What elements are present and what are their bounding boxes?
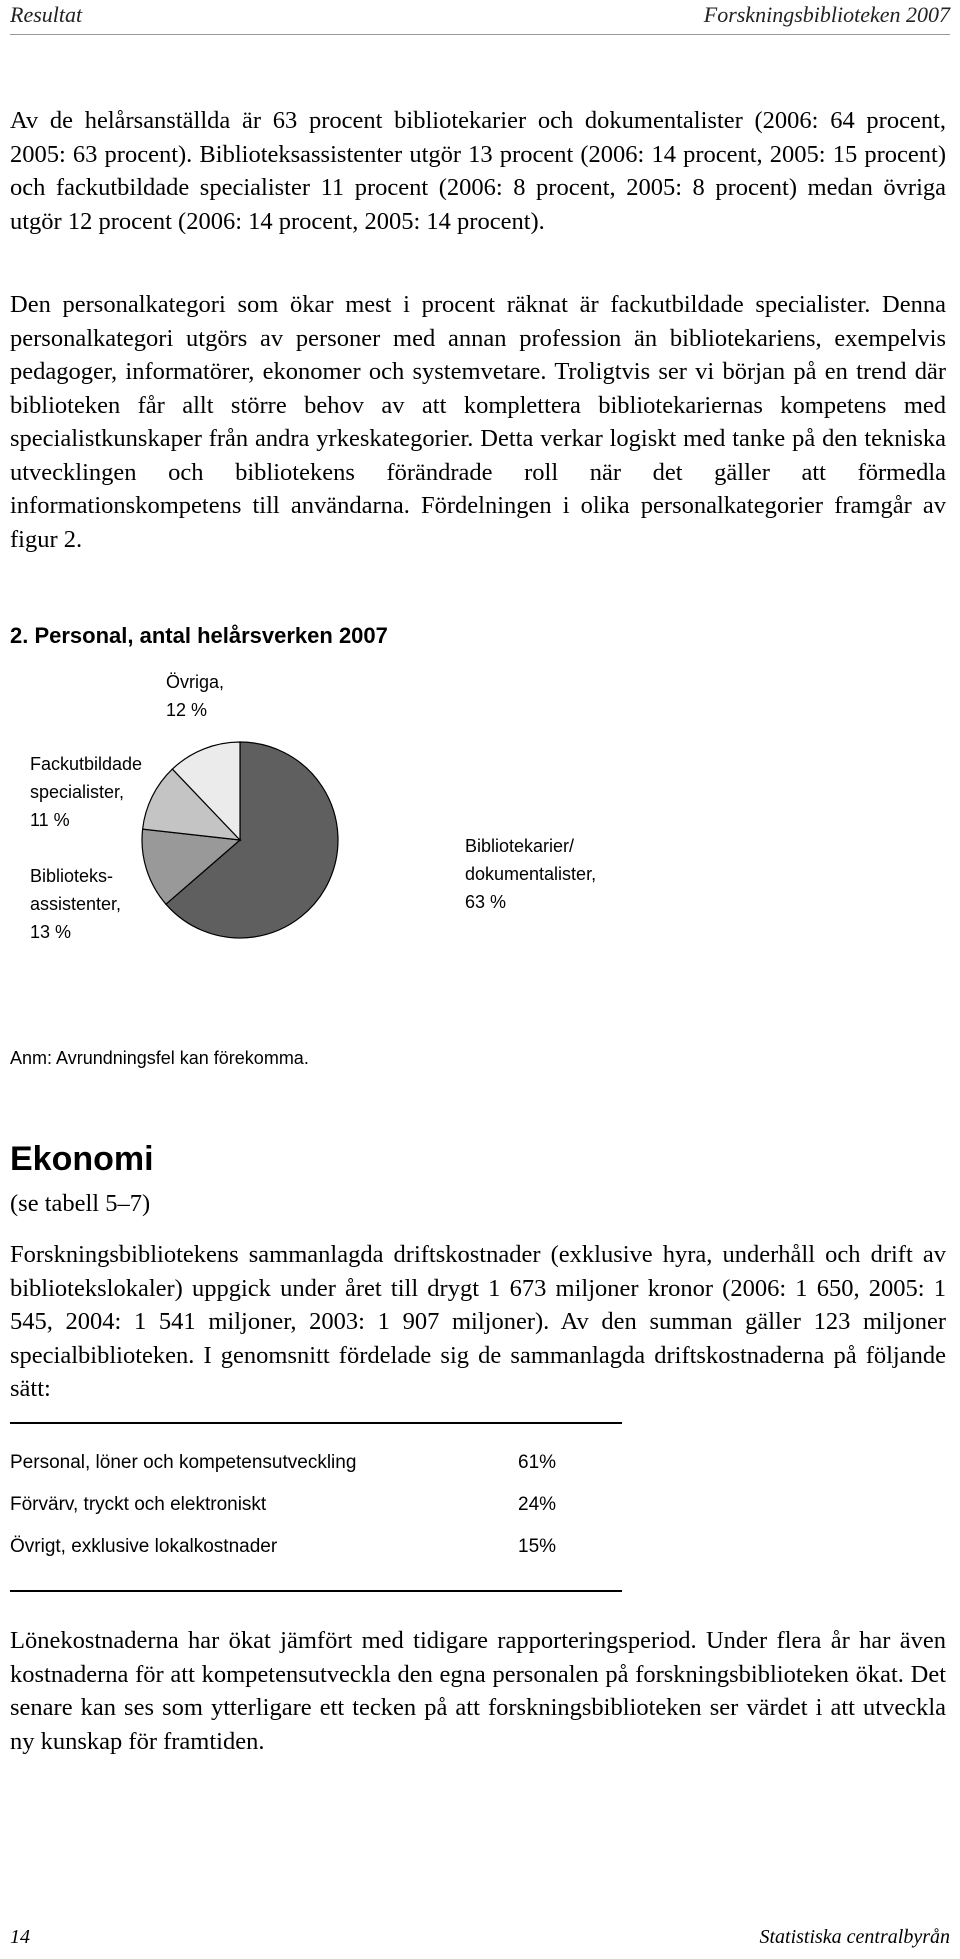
cost-category: Förvärv, tryckt och elektroniskt (10, 1494, 267, 1515)
cost-category: Övrigt, exklusive lokalkostnader (10, 1536, 278, 1557)
section-subheading: (se tabell 5–7) (10, 1190, 151, 1217)
cost-distribution-table (10, 1422, 622, 1592)
running-header (10, 0, 950, 30)
table-row (10, 1444, 622, 1486)
paragraph-operating-costs: Forskningsbibliotekens sammanlagda driftskostnader (exklusive hyra, underhåll och drift av bibliotekslokaler) uppgick under året till drygt 1 673 miljoner kronor (2006: 1 650, 2005: 1 545, 2004: 1 541 miljoner, 2003: 1 907 miljoner). Av den summan gäller 123 miljoner specialbiblioteken. I genomsnitt fördelade sig de sammanlagda driftskostnaderna på följande sätt: (10, 1241, 946, 1402)
paragraph-specialists: Den personalkategori som ökar mest i procent räknat är fackutbildade specialister. Denna personalkategori utgörs av personer med annan profession än bibliotekariens, exempelvis pedagoger, informatörer, ekonomer och systemvetare. Troligtvis ser vi början på en trend där biblioteken får allt större behov av att komplettera bibliotekariernas kompetens med specialistkunskaper från andra yrkeskategorier. Detta verkar logiskt med tanke på den tekniska utvecklingen och bibliotekens förändrade roll när det gäller att förmedla informationskompetens till användarna. Fördelningen i olika personalkategorier framgår av figur 2. (10, 291, 946, 553)
slice-label-line: specialister, (30, 782, 125, 802)
slice-label-value: 11 % (30, 810, 70, 830)
slice-label-ovriga (166, 668, 224, 724)
paragraph-salary-costs: Lönekostnaderna har ökat jämfört med tidigare rapporteringsperiod. Under flera år har även kostnaderna för att kompetensutveckla den egna personalen på forskningsbiblioteken ökat. Det senare kan ses som ytterligare ett tecken på att forskningsbiblioteken ser värdet i att utveckla ny kunskap för framtiden. (10, 1627, 946, 1755)
section-heading: Ekonomi (10, 1140, 154, 1178)
figure-title: 2. Personal, antal helårsverken 2007 (10, 623, 388, 648)
table-top-rule (10, 1422, 622, 1424)
table-row (10, 1528, 622, 1570)
cost-share: 24% (518, 1494, 557, 1515)
table-row (10, 1486, 622, 1528)
table-bottom-rule (10, 1590, 622, 1592)
header-publication-title: Forskningsbiblioteken 2007 (703, 2, 950, 27)
slice-label-value: 13 % (30, 922, 72, 942)
paragraph-staff-shares: Av de helårsanställda är 63 procent bibliotekarier och dokumentalister (2006: 64 procent, 2005: 63 procent). Biblioteksassistenter utgör 13 procent (2006: 14 procent, 2005: 15 procent) och fackutbildade specialister 11 procent (2006: 8 procent, 2005: 8 procent) medan övriga utgör 12 procent (2006: 14 procent, 2005: 14 procent). (10, 107, 946, 235)
slice-label-line: dokumentalister, (465, 864, 597, 884)
slice-label-value: 12 % (166, 700, 208, 720)
cost-category: Personal, löner och kompetensutveckling (10, 1452, 357, 1473)
slice-label-line: Fackutbildade (30, 754, 143, 774)
header-divider (10, 34, 950, 35)
slice-label-value: 63 % (465, 892, 507, 912)
slice-label-line: Biblioteks- (30, 866, 114, 886)
slice-label-line: Övriga, (166, 672, 225, 692)
slice-label-line: Bibliotekarier/ (465, 836, 575, 856)
slice-label-bibliotekarier (465, 832, 596, 916)
header-section-title: Resultat (10, 2, 83, 27)
slice-label-line: assistenter, (30, 894, 122, 914)
footer-publisher: Statistiska centralbyrån (759, 1926, 950, 1948)
slice-label-biblioteksassistenter (30, 862, 121, 946)
figure-note: Anm: Avrundningsfel kan förekomma. (10, 1048, 309, 1068)
pie-chart (140, 740, 340, 940)
cost-share: 15% (518, 1536, 557, 1557)
slice-label-fackutbildade (30, 750, 142, 834)
page-number: 14 (10, 1926, 30, 1948)
cost-share: 61% (518, 1452, 557, 1473)
